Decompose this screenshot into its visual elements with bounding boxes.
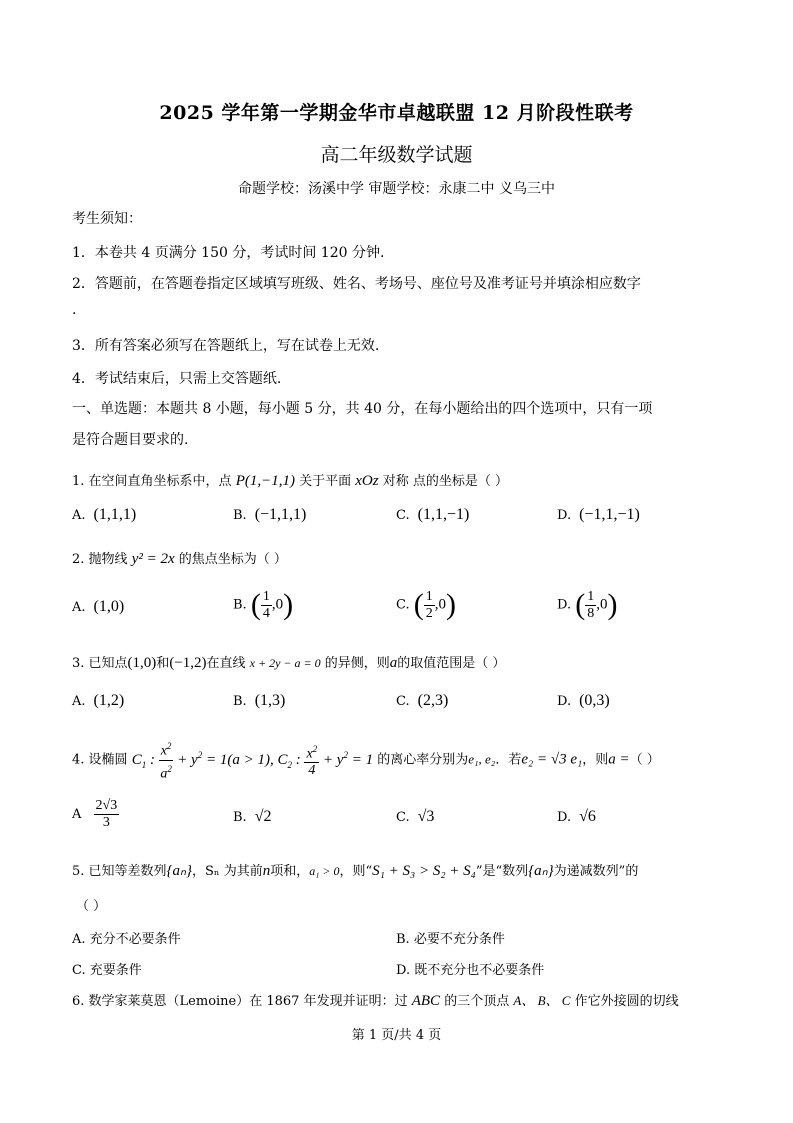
notice-item-1: 1．本卷共 4 页满分 150 分，考试时间 120 分钟. <box>72 245 385 261</box>
q2-option-b[interactable]: B. ( $\frac{1}{4}$ ,0) <box>233 588 294 621</box>
q5-option-d[interactable]: D. 既不充分也不必要条件 <box>396 963 545 978</box>
q3-option-b[interactable]: B. (1,3) <box>233 692 286 709</box>
ellipse-c1: $C_1$ : <box>131 751 159 770</box>
q1-option-d[interactable]: D. (−1,1,−1) <box>557 506 640 523</box>
question-2: 2. 抛物线 y² = 2x 的焦点坐标为（ ） <box>72 551 287 567</box>
notice-item-2: 2．答题前，在答题卷指定区域填写班级、姓名、考场号、座位号及准考证号并填涂相应数字 <box>72 276 641 292</box>
question-4: 4. 设椭圆 $C_1$ : $\frac{x^2}{a^2}$ + $y^2 = 1(a > 1)$, $C_2$ : $\frac{x^2}{4}$ + $y^2 = 1$ 的离心率分别为e₁, e₂．若e₂ = √3 e₁，则a =（ ） <box>72 738 660 782</box>
notice-item-3: 3．所有答案必须写在答题纸上，写在试卷上无效. <box>72 338 380 354</box>
q2-option-a[interactable]: A. (1,0) <box>72 598 125 615</box>
q3-option-a[interactable]: A. (1,2) <box>72 692 125 709</box>
point-p: P(1,−1,1) <box>235 473 295 489</box>
notice-heading: 考生须知： <box>72 211 142 227</box>
q4-option-d[interactable]: D. √6 <box>557 808 596 825</box>
q5-option-c[interactable]: C. 充要条件 <box>72 963 142 978</box>
question-1: 1. 在空间直角坐标系中，点 P(1,−1,1) 关于平面 xOz 对称 点的坐标是（ ） <box>72 473 508 489</box>
question-5-paren: （ ） <box>76 899 107 914</box>
page-footer: 第 1 页/共 4 页 <box>351 1028 442 1043</box>
plane-xoz: xOz <box>355 473 379 489</box>
q1-option-a[interactable]: A. (1,1,1) <box>72 506 137 523</box>
notice-item-4: 4．考试结束后，只需上交答题纸. <box>72 371 282 387</box>
q2-option-d[interactable]: D. ( $\frac{1}{8}$ ,0) <box>557 588 618 621</box>
q3-option-c[interactable]: C. (2,3) <box>396 692 449 709</box>
parabola-eq: y² = 2x <box>131 551 175 567</box>
q3-option-d[interactable]: D. (0,3) <box>557 692 610 709</box>
exam-title: 2025 学年第一学期金华市卓越联盟 12 月阶段性联考 <box>159 102 634 124</box>
notice-item-2-cont: . <box>72 302 77 318</box>
school-info: 命题学校：汤溪中学 审题学校：永康二中 义乌三中 <box>238 181 555 197</box>
exam-subtitle: 高二年级数学试题 <box>320 144 473 166</box>
q4-option-c[interactable]: C. √3 <box>396 808 435 825</box>
q4-option-a[interactable]: A $\frac{2√3}{3}$ <box>72 798 118 830</box>
q4-option-b[interactable]: B. √2 <box>233 808 272 825</box>
question-5: 5. 已知等差数列{aₙ}，Sₙ 为其前n项和，a₁ > 0，则“S₁ + S₃ > S₂ + S₄”是“数列{aₙ}为递减数列”的 <box>72 863 639 879</box>
section-heading-line1: 一、单选题：本题共 8 小题，每小题 5 分，共 40 分，在每小题给出的四个选项中，只有一项 <box>72 401 653 417</box>
q5-option-a[interactable]: A. 充分不必要条件 <box>72 932 181 947</box>
q1-option-c[interactable]: C. (1,1,−1) <box>396 506 470 523</box>
q2-option-c[interactable]: C. ( $\frac{1}{2}$ ,0) <box>396 588 457 621</box>
question-3: 3. 已知点(1,0)和(−1,2)在直线 x + 2y − a = 0 的异侧，则a的取值范围是（ ） <box>72 655 506 671</box>
q5-option-b[interactable]: B. 必要不充分条件 <box>396 932 505 947</box>
question-6: 6. 数学家莱莫恩（Lemoine）在 1867 年发现并证明：过 ABC 的三个顶点 A、 B、 C 作它外接圆的切线 <box>72 993 679 1009</box>
q1-option-b[interactable]: B. (−1,1,1) <box>233 506 307 523</box>
section-heading-line2: 是符合题目要求的. <box>72 432 189 448</box>
